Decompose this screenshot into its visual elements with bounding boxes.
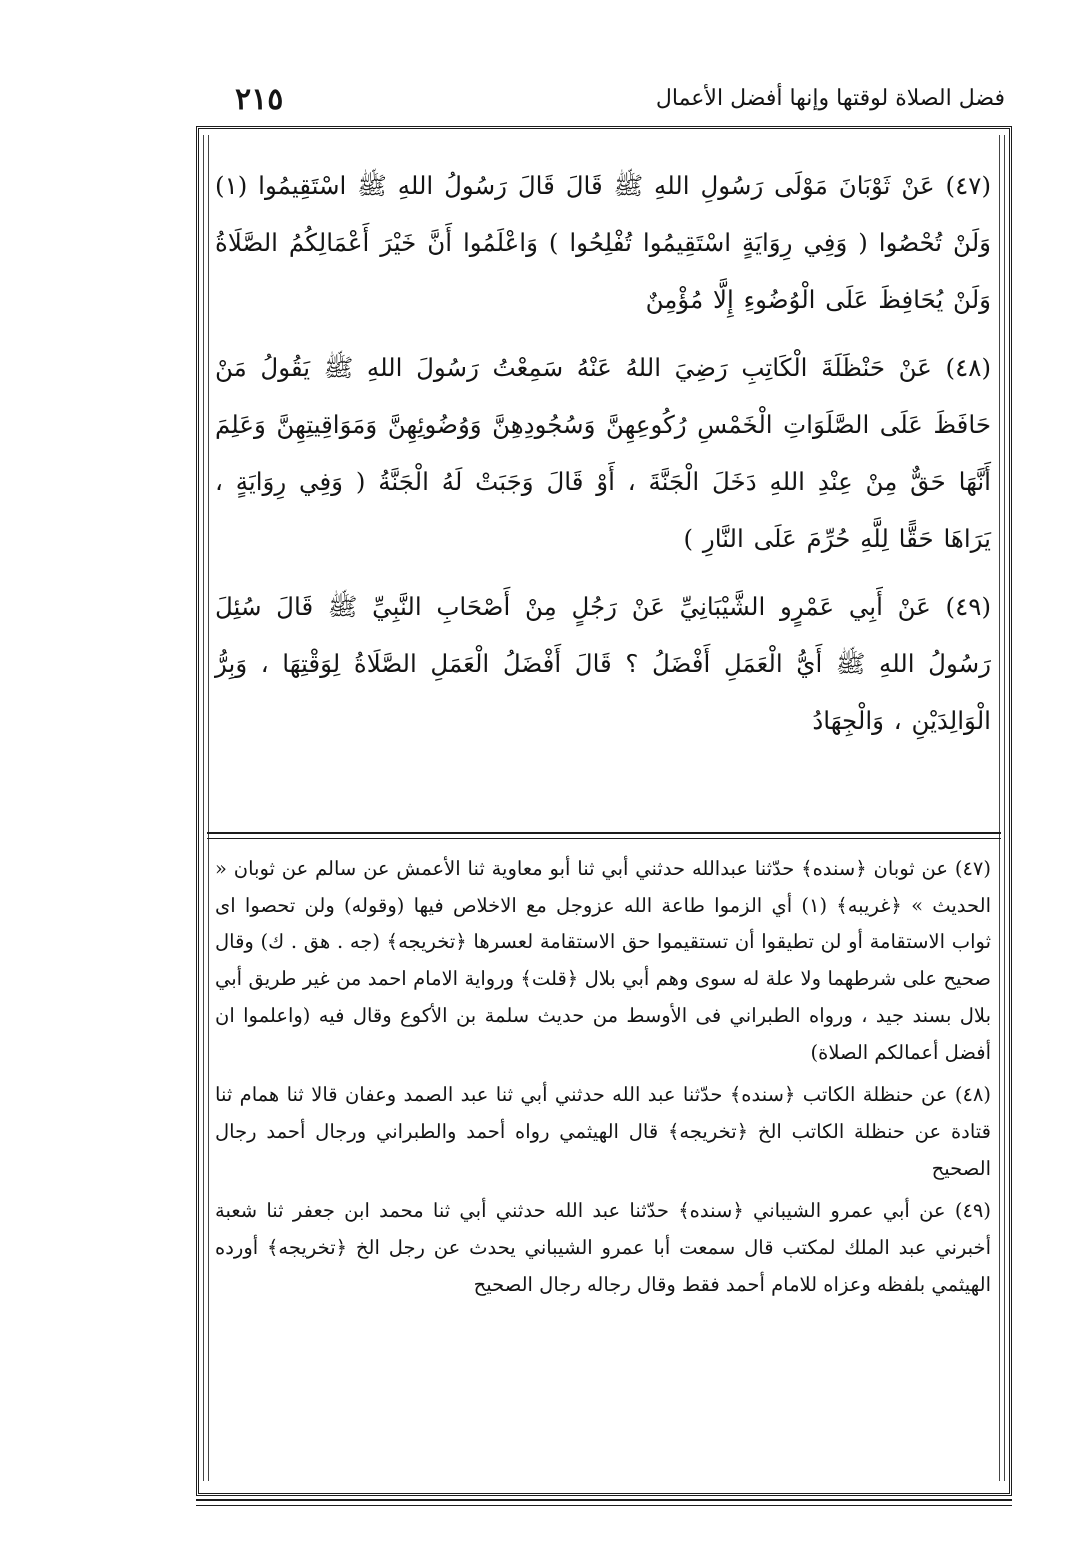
hadith-47: (٤٧) عَنْ ثَوْبَانَ مَوْلَى رَسُولِ اللهِ ﷺ قَالَ قَالَ رَسُولُ اللهِ ﷺ اسْتَقِيمُوا (١) وَلَنْ تُحْصُوا ( وَفِي رِوَايَةٍ اسْتَقِيمُوا تُفْلِحُوا ) وَاعْلَمُوا أَنَّ خَيْرَ أَعْمَالِكُمُ الصَّلَاةُ وَلَنْ يُحَافِظَ عَلَى الْوُضُوءِ إِلَّا مُؤْمِنٌ: [215, 171, 991, 314]
commentary-divider: [207, 832, 1001, 839]
right-margin-rule: [999, 135, 1005, 1481]
commentary-47: (٤٧) عن ثوبان ﴿سنده﴾ حدّثنا عبدالله حدثني أبي ثنا أبو معاوية ثنا الأعمش عن سالم عن ثوبان « الحديث » ﴿غريبه﴾ (١) أي الزموا طاعة الله عزوجل مع الاخلاص فيها (وقوله) ولن تحصوا اى ثواب الاستقامة أو لن تطيقوا أن تستقيموا حق الاستقامة لعسرها ﴿تخريجه﴾ (جه . هق . ك) وقال صحيح على شرطهما ولا علة له سوى وهم أبي بلال ﴿قلت﴾ ورواية الامام احمد من غير طريق أبي بلال بسند جيد ، ورواه الطبراني فى الأوسط من حديث سلمة بن الأكوع وقال فيه (واعلموا ان أفضل أعمالكم الصلاة): [215, 857, 991, 1064]
hadith-49: (٤٩) عَنْ أَبِي عَمْرٍو الشَّيْبَانِيِّ عَنْ رَجُلٍ مِنْ أَصْحَابِ النَّبِيِّ ﷺ قَالَ سُئِلَ رَسُولُ اللهِ ﷺ أَيُّ الْعَمَلِ أَفْضَلُ ؟ قَالَ أَفْضَلُ الْعَمَلِ الصَّلَاةُ لِوَقْتِهَا ، وَبِرُّ الْوَالِدَيْنِ ، وَالْجِهَادُ: [215, 592, 991, 735]
running-title: فضل الصلاة لوقتها وإنها أفضل الأعمال: [655, 86, 1005, 111]
page-number: ٢١٥: [235, 82, 284, 117]
commentary-block: [215, 851, 991, 1309]
text-frame: [196, 126, 1012, 1496]
commentary-49: (٤٩) عن أبي عمرو الشيباني ﴿سنده﴾ حدّثنا عبد الله حدثني أبي ثنا محمد ابن جعفر ثنا شعبة أخبرني عبد الملك لمكتب قال سمعت أبا عمرو الشيباني يحدث عن رجل الخ ﴿تخريجه﴾ أورده الهيثمي بلفظه وعزاه للامام أحمد فقط وقال رجاله رجال الصحيح: [215, 1199, 991, 1296]
left-margin-rule: [203, 135, 209, 1481]
bottom-rule: [196, 1499, 1012, 1506]
hadith-48: (٤٨) عَنْ حَنْظَلَةَ الْكَاتِبِ رَضِيَ اللهُ عَنْهُ سَمِعْتُ رَسُولَ اللهِ ﷺ يَقُولُ مَنْ حَافَظَ عَلَى الصَّلَوَاتِ الْخَمْسِ رُكُوعِهِنَّ وَسُجُودِهِنَّ وَوُضُوئِهِنَّ وَمَوَاقِيتِهِنَّ وَعَلِمَ أَنَّهَا حَقٌّ مِنْ عِنْدِ اللهِ دَخَلَ الْجَنَّةَ ، أَوْ قَالَ وَجَبَتْ لَهُ الْجَنَّةُ ( وَفِي رِوَايَةٍ ، يَرَاهَا حَقًّا لِلَّهِ حُرِّمَ عَلَى النَّارِ ): [215, 353, 991, 553]
page-header: [205, 82, 1005, 124]
commentary-48: (٤٨) عن حنظلة الكاتب ﴿سنده﴾ حدّثنا عبد الله حدثني أبي ثنا عبد الصمد وعفان قالا ثنا همام ثنا قتادة عن حنظلة الكاتب الخ ﴿تخريجه﴾ قال الهيثمي رواه أحمد والطبراني ورجال أحمد رجال الصحيح: [215, 1083, 991, 1180]
hadith-text-block: [215, 157, 991, 760]
